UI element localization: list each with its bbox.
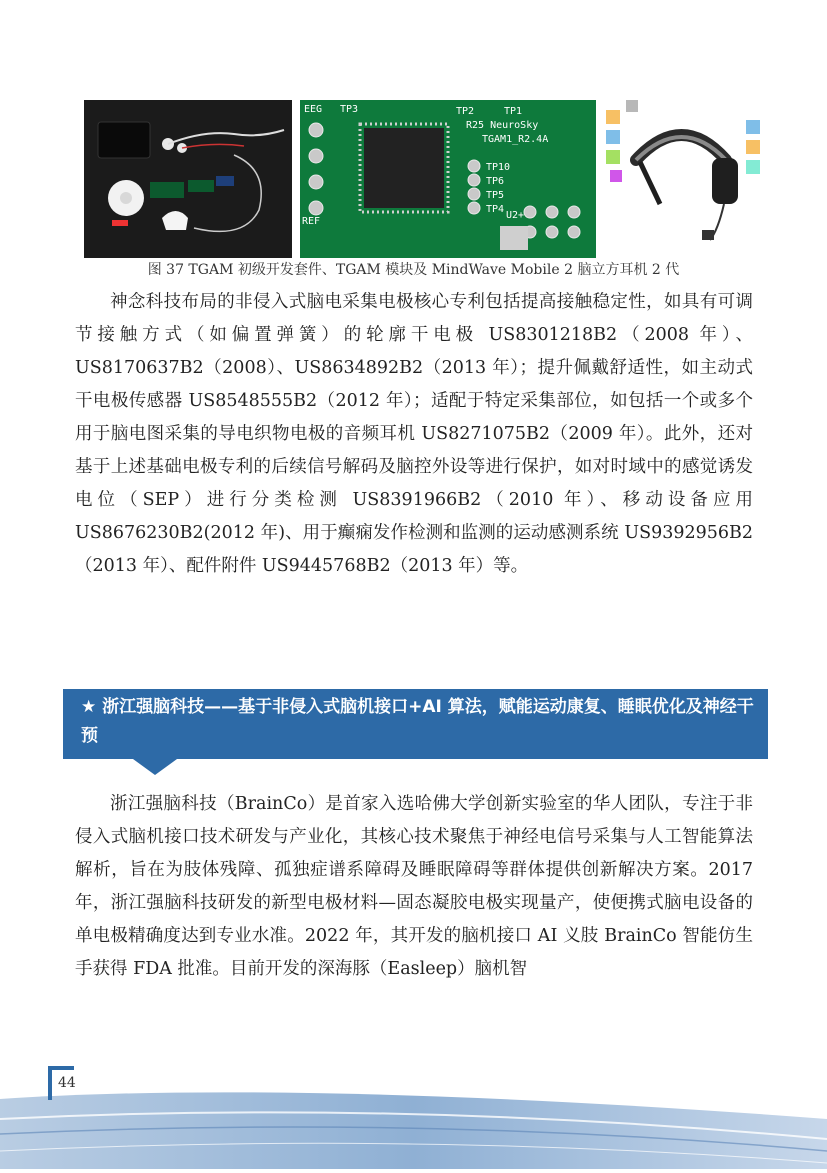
section-title: ★ 浙江强脑科技——基于非侵入式脑机接口+AI 算法，赋能运动康复、睡眠优化及神经干预 (81, 697, 754, 746)
pcb-label-tp6: TP6 (486, 176, 505, 187)
tgam-kit-photo (84, 100, 292, 258)
mindwave-headset-photo (606, 100, 760, 258)
patent-paragraph (75, 286, 753, 583)
footer-decoration (0, 1059, 827, 1169)
tgam-module-photo (300, 100, 596, 258)
page-number: 44 (58, 1075, 76, 1091)
pcb-label-tp4: TP4 (486, 204, 505, 215)
pcb-label-ref: REF (302, 216, 321, 227)
figure-images (84, 100, 760, 258)
pcb-label-tp3: TP3 (340, 104, 359, 115)
pcb-label-tp5: TP5 (486, 190, 505, 201)
pcb-label-tp10: TP10 (486, 162, 511, 173)
section-banner (63, 689, 768, 759)
pcb-label-tp1: TP1 (504, 106, 523, 117)
pcb-label-brand: R25 NeuroSky (466, 120, 539, 131)
paragraph-text: 神念科技布局的非侵入式脑电采集电极核心专利包括提高接触稳定性，如具有可调节接触方式（如偏置弹簧）的轮廓干电极 US8301218B2（2008 年）、US8170637B2（2008）、US8634892B2（2013 年）；提升佩戴舒适性，如主动式干电极传感器 US8548555B2（2012 年）；适配于特定采集部位，如包括一个或多个用于脑电图采集的导电织物电极的音频耳机 US8271075B2（2009 年）。此外，还对基于上述基础电极专利的后续信号解码及脑控外设等进行保护，如对时域中的感觉诱发电位（SEP）进行分类检测 US8391966B2（2010 年）、移动设备应用 US8676230B2(2012 年)、用于癫痫发作检测和监测的运动感测系统 US9392956B2（2013 年）、配件附件 US9445768B2（2013 年）等。 (75, 292, 753, 576)
pcb-label-tp2: TP2 (456, 106, 475, 117)
banner-pointer (133, 759, 177, 775)
pcb-label-eeg: EEG (304, 104, 323, 115)
brainco-paragraph (75, 788, 753, 986)
pcb-label-u2: U2+ (506, 210, 525, 221)
paragraph-text: 浙江强脑科技（BrainCo）是首家入选哈佛大学创新实验室的华人团队，专注于非侵入式脑机接口技术研发与产业化，其核心技术聚焦于神经电信号采集与人工智能算法解析，旨在为肢体残障、孤独症谱系障碍及睡眠障碍等群体提供创新解决方案。2017 年，浙江强脑科技研发的新型电极材料—固态凝胶电极实现量产，使便携式脑电设备的单电极精确度达到专业水准。2022 年，其开发的脑机接口 AI 义肢 BrainCo 智能仿生手获得 FDA 批准。目前开发的深海豚（Easleep）脑机智 (75, 794, 753, 979)
pcb-label-model: TGAM1_R2.4A (482, 134, 549, 145)
figure-caption: 图 37 TGAM 初级开发套件、TGAM 模块及 MindWave Mobile 2 脑立方耳机 2 代 (147, 262, 680, 278)
